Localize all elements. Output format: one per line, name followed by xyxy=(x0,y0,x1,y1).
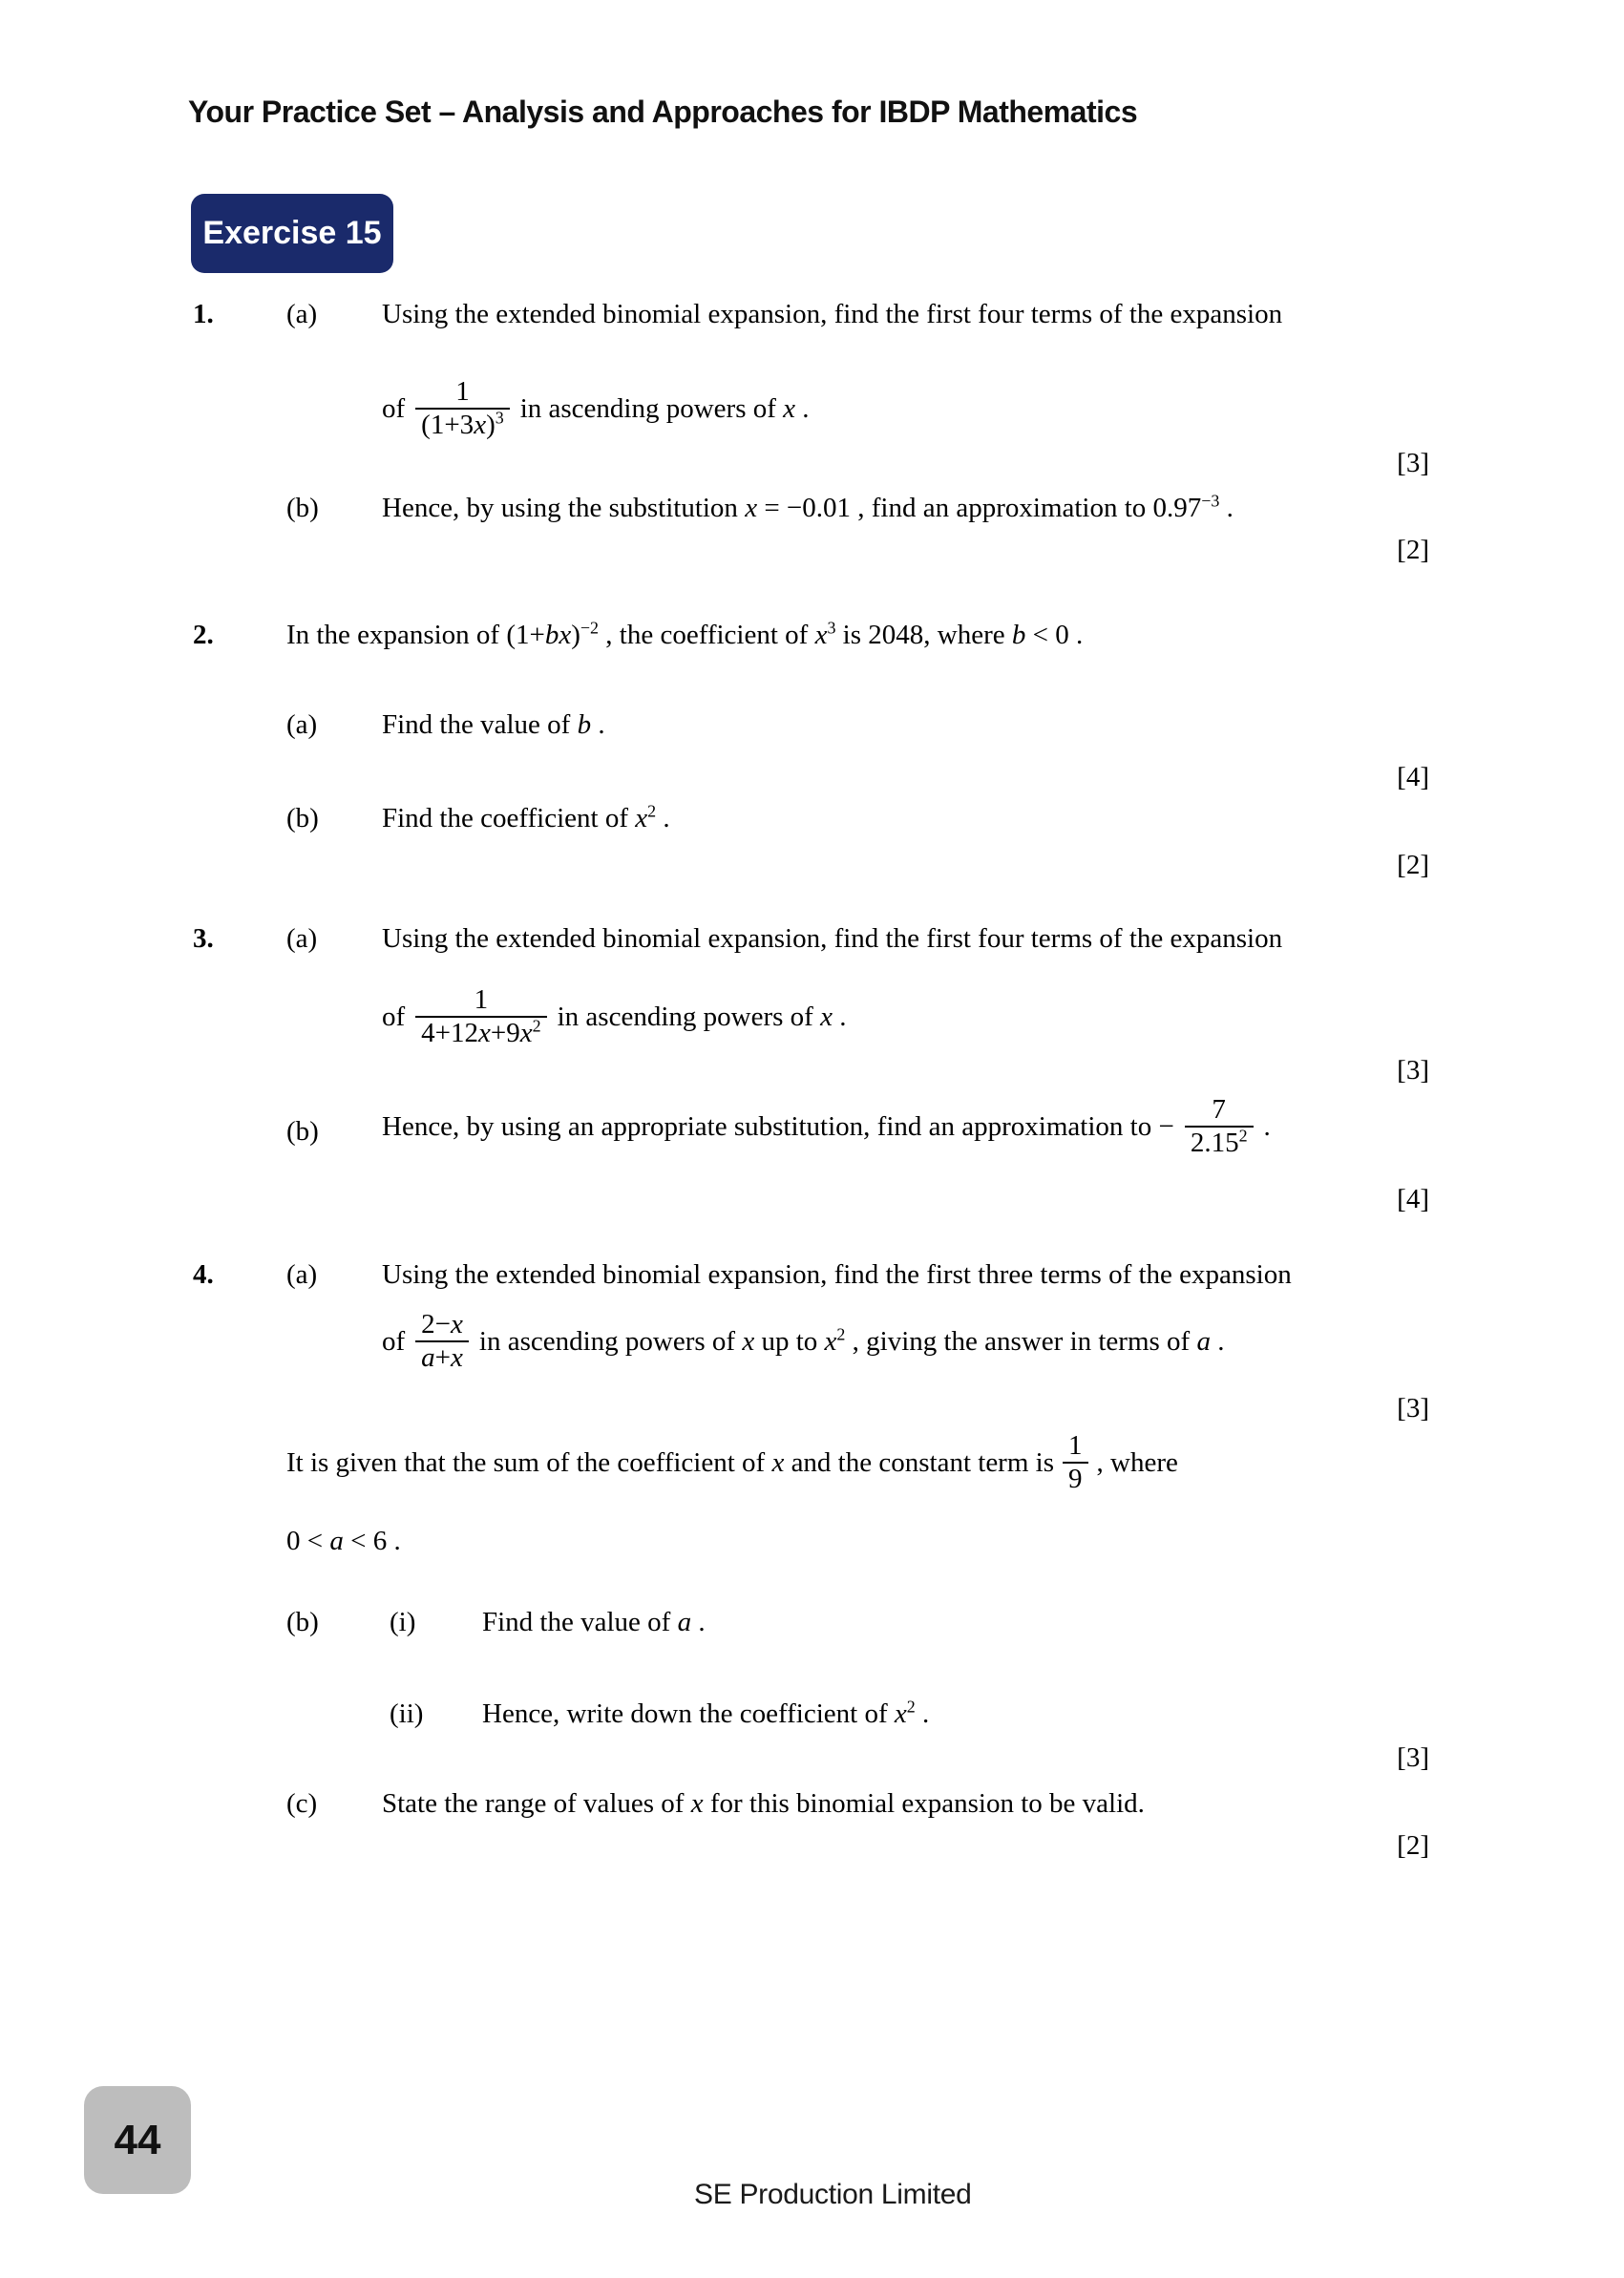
q3-a-fraction xyxy=(415,984,546,1049)
exercise-badge xyxy=(191,194,393,273)
q4-a-math-row xyxy=(382,1289,1224,1394)
q3-a-math-suffix: in ascending powers of x . xyxy=(557,1002,847,1032)
q3-a-label: (a) xyxy=(286,923,318,954)
q4-a-label: (a) xyxy=(286,1259,318,1290)
q1-a-math-prefix: of xyxy=(382,393,406,424)
q4-a-math-suffix: in ascending powers of x up to $x^2$ , giving the answer in terms of a . xyxy=(478,1324,1225,1357)
q4-a-fraction-denominator: a+x xyxy=(415,1340,469,1374)
q2-stem: In the expansion of $(1+bx)^{-2}$ , the coefficient of $x^3$ is 2048, where b < 0 . xyxy=(286,618,1084,650)
q4-a-line1: Using the extended binomial expansion, find the first three terms of the expansion xyxy=(382,1259,1292,1290)
q1-a-fraction-numerator: 1 xyxy=(455,376,470,407)
q1-a-marks: [3] xyxy=(1397,448,1429,478)
q4-b-label: (b) xyxy=(286,1607,319,1637)
q4-a-fraction xyxy=(415,1309,469,1374)
q1-number: 1. xyxy=(193,299,214,329)
q1-a-line1: Using the extended binomial expansion, find the first four terms of the expansion xyxy=(382,299,1283,329)
q2-b-label: (b) xyxy=(286,803,319,833)
q4-given-row xyxy=(286,1423,1178,1503)
q4-c-text: State the range of values of x for this binomial expansion to be valid. xyxy=(382,1788,1145,1819)
q4-b-i-text: Find the value of a . xyxy=(482,1607,706,1637)
q4-b-ii-label: (ii) xyxy=(390,1698,424,1729)
q3-a-math-prefix: of xyxy=(382,1002,406,1032)
q3-b-fraction xyxy=(1185,1094,1254,1159)
page-number-badge xyxy=(84,2086,191,2194)
q1-b-label: (b) xyxy=(286,493,319,523)
q4-given-fraction-denominator: 9 xyxy=(1063,1462,1088,1495)
publisher-name: SE Production Limited xyxy=(694,2179,972,2210)
q2-a-label: (a) xyxy=(286,709,318,740)
q2-b-marks: [2] xyxy=(1397,850,1429,880)
q3-b-math-suffix: . xyxy=(1263,1111,1271,1142)
q3-b-fraction-denominator: 2.15$^2$ xyxy=(1185,1126,1254,1159)
q4-c-marks: [2] xyxy=(1397,1830,1429,1861)
q1-a-label: (a) xyxy=(286,299,318,329)
q3-a-math-row xyxy=(382,960,846,1074)
q2-b-text: Find the coefficient of $x^2$ . xyxy=(382,801,670,833)
q3-b-math-prefix: Hence, by using an appropriate substitution, find an approximation to − xyxy=(382,1111,1174,1142)
q4-range-line: 0 < a < 6 . xyxy=(286,1526,401,1556)
q1-a-math-suffix: in ascending powers of x . xyxy=(519,393,810,424)
page-title: Your Practice Set – Analysis and Approaches for IBDP Mathematics xyxy=(188,95,1138,129)
q3-a-line1: Using the extended binomial expansion, find the first four terms of the expansion xyxy=(382,923,1283,954)
q3-b-math-row xyxy=(382,1074,1271,1179)
q4-b-i-label: (i) xyxy=(390,1607,416,1637)
q4-number: 4. xyxy=(193,1259,214,1290)
q1-a-fraction xyxy=(415,376,510,441)
exercise-badge-label: Exercise 15 xyxy=(202,215,382,251)
q1-a-fraction-denominator: $(1+3x)^3$ xyxy=(415,408,510,441)
q3-a-fraction-numerator: 1 xyxy=(474,984,489,1015)
q4-b-marks: [3] xyxy=(1397,1742,1429,1773)
q4-a-math-prefix: of xyxy=(382,1326,406,1357)
q2-a-marks: [4] xyxy=(1397,762,1429,792)
q3-b-marks: [4] xyxy=(1397,1184,1429,1214)
q4-c-label: (c) xyxy=(286,1788,318,1819)
q1-a-math-row xyxy=(382,348,810,469)
q3-b-fraction-numerator: 7 xyxy=(1212,1094,1226,1125)
q4-a-fraction-numerator: 2−x xyxy=(421,1309,463,1339)
page-number: 44 xyxy=(114,2116,161,2163)
q4-given-fraction-numerator: 1 xyxy=(1068,1430,1083,1461)
q2-number: 2. xyxy=(193,620,214,650)
q1-b-marks: [2] xyxy=(1397,535,1429,565)
q4-given-fraction xyxy=(1063,1430,1088,1495)
q3-number: 3. xyxy=(193,923,214,954)
q2-a-text: Find the value of b . xyxy=(382,709,605,740)
q3-a-fraction-denominator: $4+12x+9x^2$ xyxy=(415,1016,546,1049)
q3-a-marks: [3] xyxy=(1397,1055,1429,1086)
q4-a-marks: [3] xyxy=(1397,1393,1429,1424)
q4-given-suffix: , where xyxy=(1096,1447,1178,1478)
q4-given-prefix: It is given that the sum of the coefficient of x and the constant term is xyxy=(286,1447,1054,1478)
q3-b-label: (b) xyxy=(286,1116,319,1147)
q1-b-text: Hence, by using the substitution x = −0.01 , find an approximation to $0.97^{-3}$ . xyxy=(382,491,1234,523)
q4-b-ii-text: Hence, write down the coefficient of $x^2$ . xyxy=(482,1697,930,1729)
